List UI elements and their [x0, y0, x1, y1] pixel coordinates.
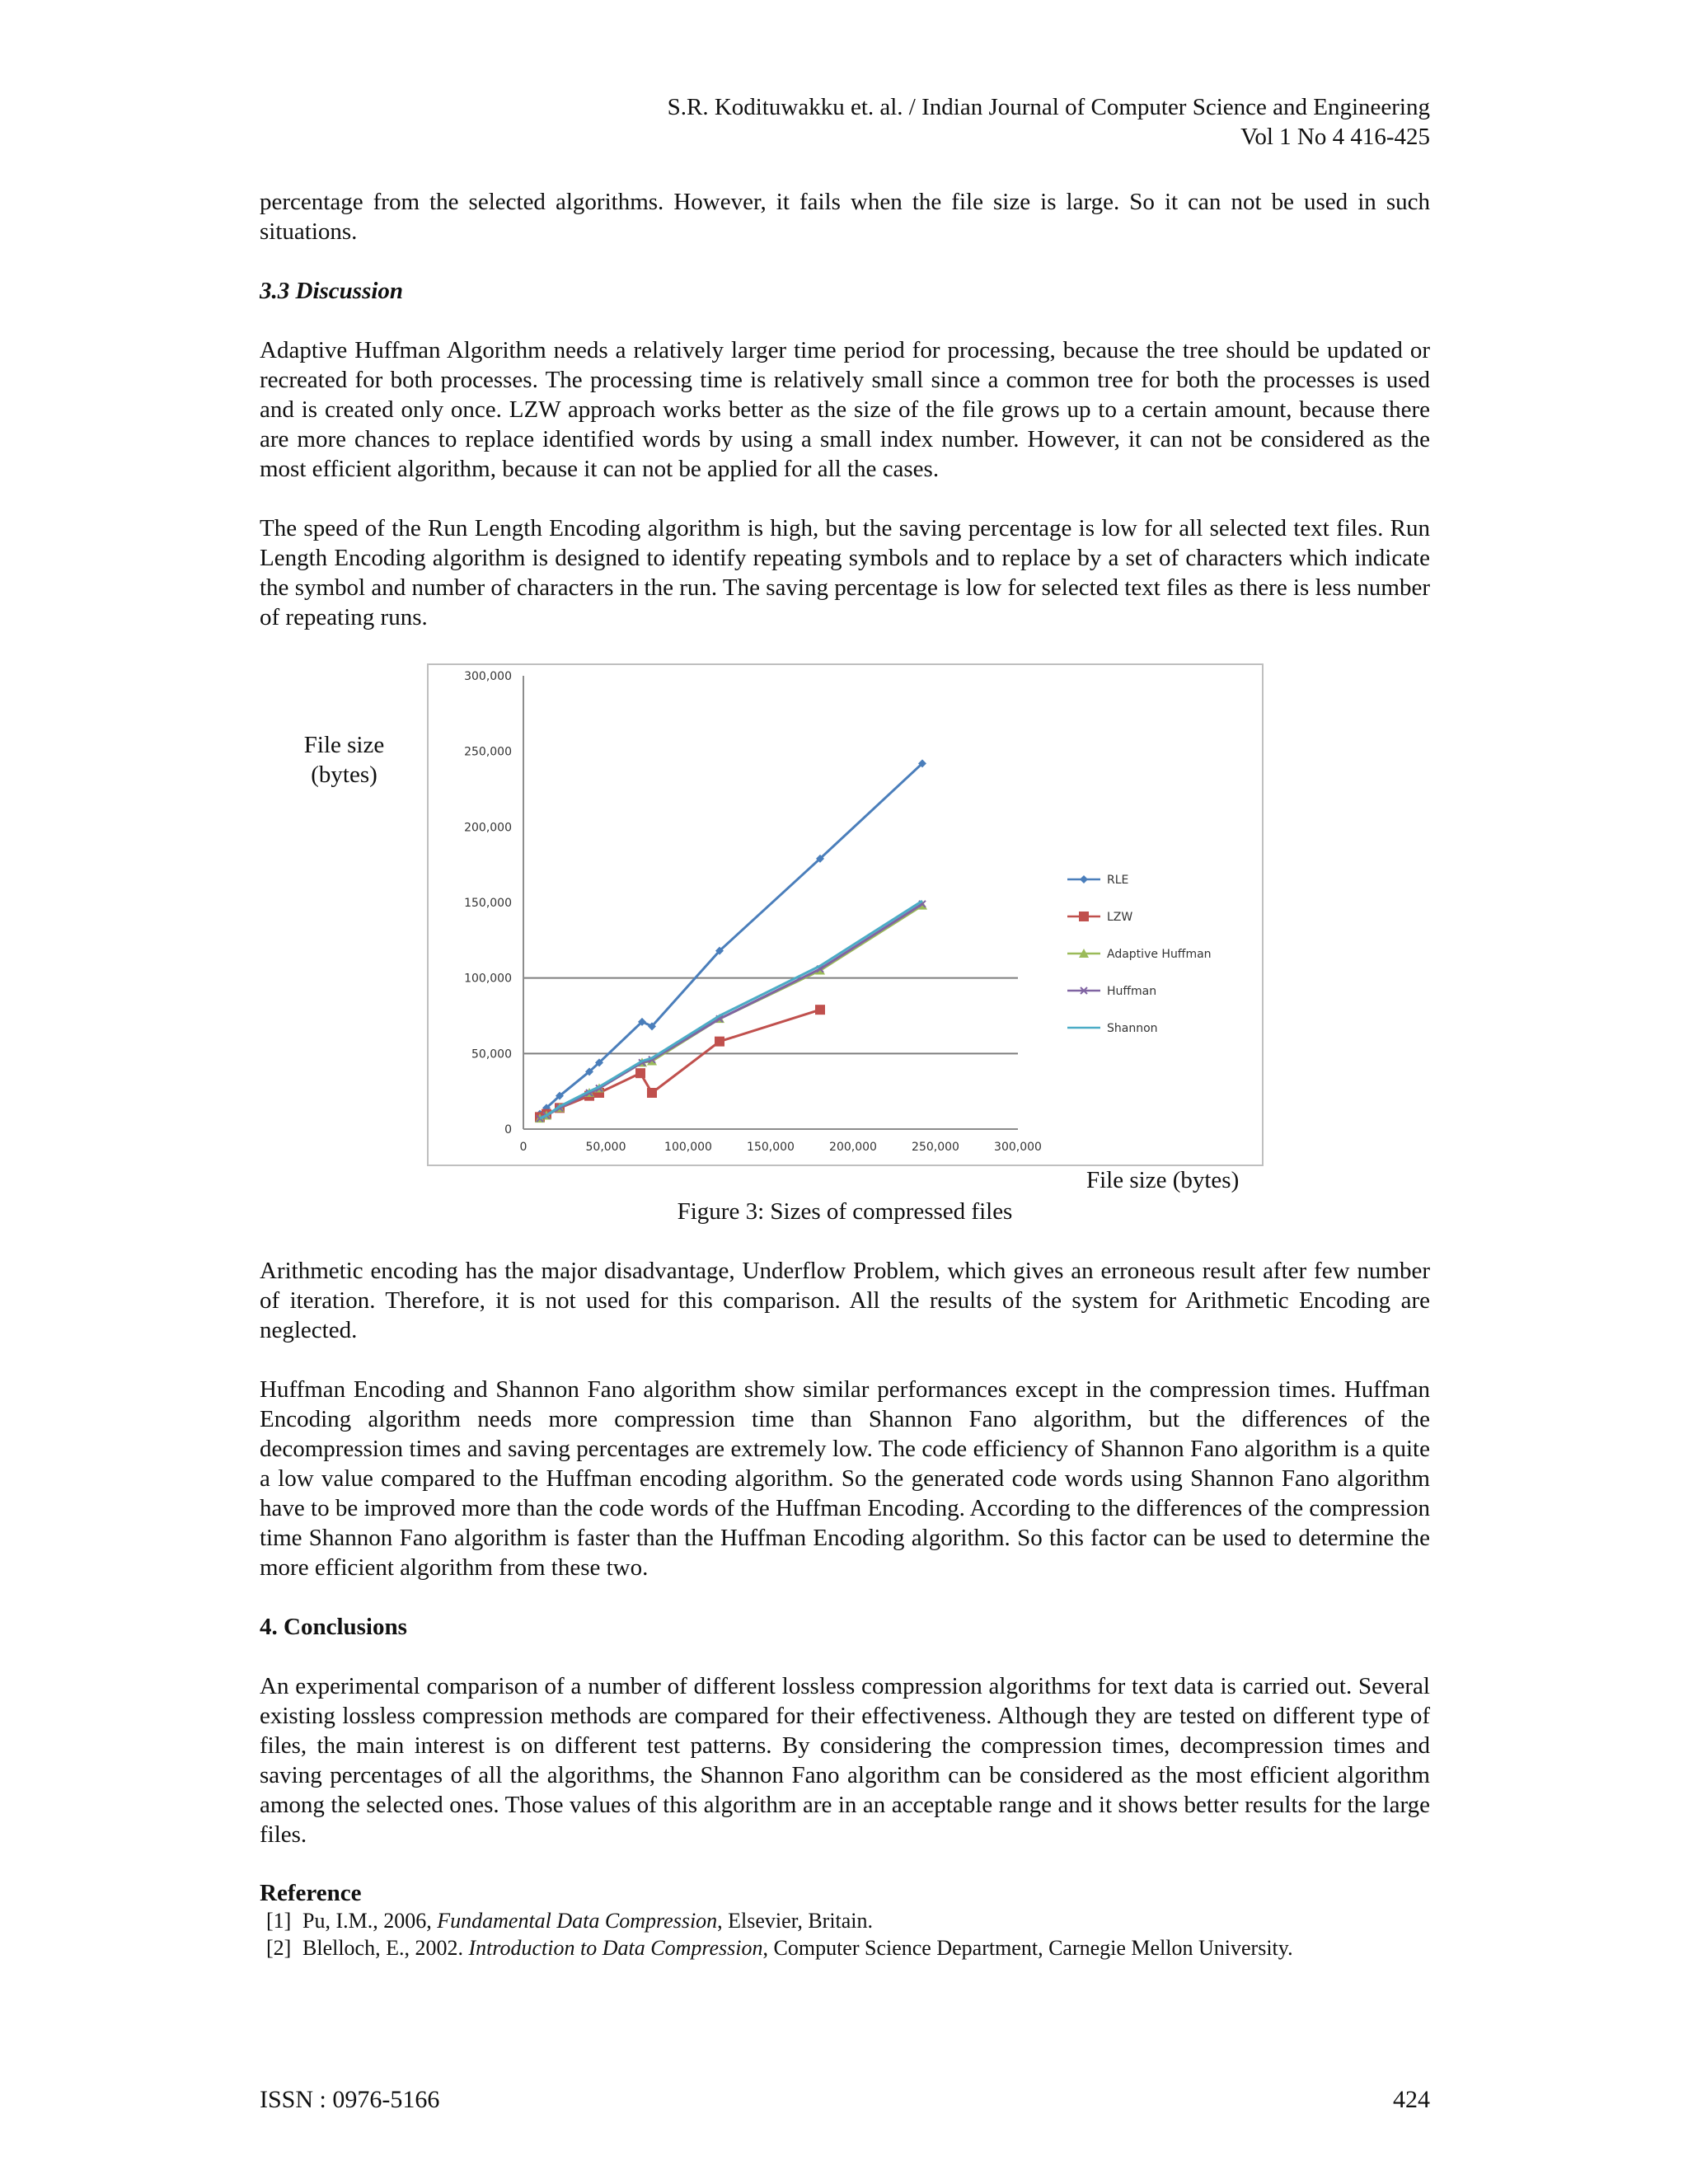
chart-x-tick-label: 300,000 [994, 1141, 1042, 1154]
footer-issn: ISSN : 0976-5166 [260, 2086, 440, 2113]
reference-title: Introduction to Data Compression [468, 1936, 763, 1960]
legend-label-rle: RLE [1107, 874, 1129, 887]
legend-label-shannon: Shannon [1107, 1022, 1158, 1035]
running-header-journal: S.R. Kodituwakku et. al. / Indian Journal of Computer Science and Engineering [667, 94, 1430, 120]
chart-x-tick-label: 0 [519, 1141, 528, 1154]
chart-y-tick-label: 250,000 [464, 745, 512, 759]
chart-x-tick-label: 100,000 [664, 1141, 712, 1154]
chart-x-tick-label: 250,000 [912, 1141, 959, 1154]
chart-y-tick-label: 0 [504, 1123, 512, 1137]
discussion-heading: 3.3 Discussion [260, 278, 404, 304]
references-heading: Reference [260, 1880, 362, 1906]
main-column-top [260, 187, 1430, 632]
chart-x-tick-label: 200,000 [829, 1141, 877, 1154]
running-header-volume: Vol 1 No 4 416-425 [1240, 124, 1430, 150]
chart-point-lzw [715, 1037, 724, 1047]
arithmetic-paragraph: Arithmetic encoding has the major disadvantage, Underflow Problem, which gives an erroneous result after few number of iteration. Therefore, it is not used for this comparison. All the results of the system for Arithmetic Encoding are neglected. [260, 1258, 1430, 1343]
chart-point-lzw [635, 1068, 645, 1078]
chart-x-tick-label: 150,000 [747, 1141, 795, 1154]
huffman-shannon-paragraph: Huffman Encoding and Shannon Fano algorithm show similar performances except in the compression times. Huffman Encoding algorithm needs more compression time than Shannon Fano algorithm, but the differences of the decompression times and saving percentages are extremely low. The code efficiency of Shannon Fano algorithm is a quite a low value compared to the Huffman encoding algorithm. So the generated code words using Shannon Fano algorithm have to be improved more than the code words of the Huffman Encoding. According to the differences of the compression time Shannon Fano algorithm is faster than the Huffman Encoding algorithm. So this factor can be used to determine the more efficient algorithm from these two. [260, 1376, 1430, 1581]
reference-item [260, 1934, 1430, 1961]
chart-point-legend-rle [1080, 875, 1088, 883]
chart-point-legend-lzw [1079, 912, 1089, 921]
figure-chart-frame [427, 663, 1264, 1166]
legend-label-huffman: Huffman [1107, 985, 1157, 998]
figure-caption: Figure 3: Sizes of compressed files [677, 1198, 1013, 1225]
reference-publisher: , Computer Science Department, Carnegie Mellon University. [762, 1936, 1293, 1960]
reference-publisher: , Elsevier, Britain. [717, 1909, 874, 1933]
figure-y-axis-label: File size (bytes) [303, 732, 385, 788]
reference-number: [2] [266, 1936, 292, 1960]
reference-item [260, 1907, 1430, 1934]
references-section [260, 1879, 1430, 1961]
chart-y-tick-label: 150,000 [464, 897, 512, 910]
reference-authors: Blelloch, E., 2002. [302, 1936, 469, 1960]
chart-y-tick-label: 50,000 [471, 1047, 512, 1062]
chart-x-tick-label: 50,000 [585, 1141, 626, 1154]
reference-number: [1] [266, 1909, 292, 1933]
intro-paragraph: percentage from the selected algorithms. However, it fails when the file size is large. So it can not be used in such situations. [260, 189, 1430, 245]
conclusions-paragraph: An experimental comparison of a number of different lossless compression algorithms for text data is carried out. Several existing lossless compression methods are compared for their effectiveness. Although they are tested on different type of files, the main interest is on different test patterns. By considering the compression times, decompression times and saving percentages of all the algorithms, the Shannon Fano algorithm can be considered as the most efficient algorithm among the selected ones. Those values of this algorithm are in an acceptable range and it shows better results for the large files. [260, 1673, 1430, 1848]
chart-y-tick-label: 100,000 [464, 972, 512, 986]
reference-title: Fundamental Data Compression [437, 1909, 718, 1933]
main-column-bottom [260, 1256, 1430, 1961]
figure-x-axis-label: File size (bytes) [1086, 1167, 1240, 1193]
chart-point-lzw [815, 1005, 825, 1015]
chart-y-tick-label: 300,000 [464, 670, 512, 683]
footer-page-number: 424 [1393, 2086, 1430, 2113]
chart-series-line-lzw [540, 1010, 820, 1117]
chart-point-lzw [647, 1088, 657, 1098]
chart-svg [429, 665, 1262, 1165]
chart-y-tick-label: 200,000 [464, 821, 512, 835]
legend-label-lzw: LZW [1107, 911, 1133, 924]
reference-authors: Pu, I.M., 2006, [302, 1909, 438, 1933]
conclusions-heading: 4. Conclusions [260, 1614, 407, 1640]
reference-list [260, 1907, 1430, 1961]
discussion-paragraph-2: The speed of the Run Length Encoding algorithm is high, but the saving percentage is low for all selected text files. Run Length Encoding algorithm is designed to identify repeating symbols and to replace by a set of characters which indicate the symbol and number of characters in the run. The saving percentage is low for selected text files as there is less number of repeating runs. [260, 515, 1430, 630]
legend-label-adaptive-huffman: Adaptive Huffman [1107, 948, 1212, 961]
discussion-paragraph-1: Adaptive Huffman Algorithm needs a relatively larger time period for processing, because the tree should be updated or recreated for both processes. The processing time is relatively small since a common tree for both the processes is used and is created only once. LZW approach works better as the size of the file grows up to a certain amount, because there are more chances to replace identified words by using a small index number. However, it can not be considered as the most efficient algorithm, because it can not be applied for all the cases. [260, 337, 1430, 482]
